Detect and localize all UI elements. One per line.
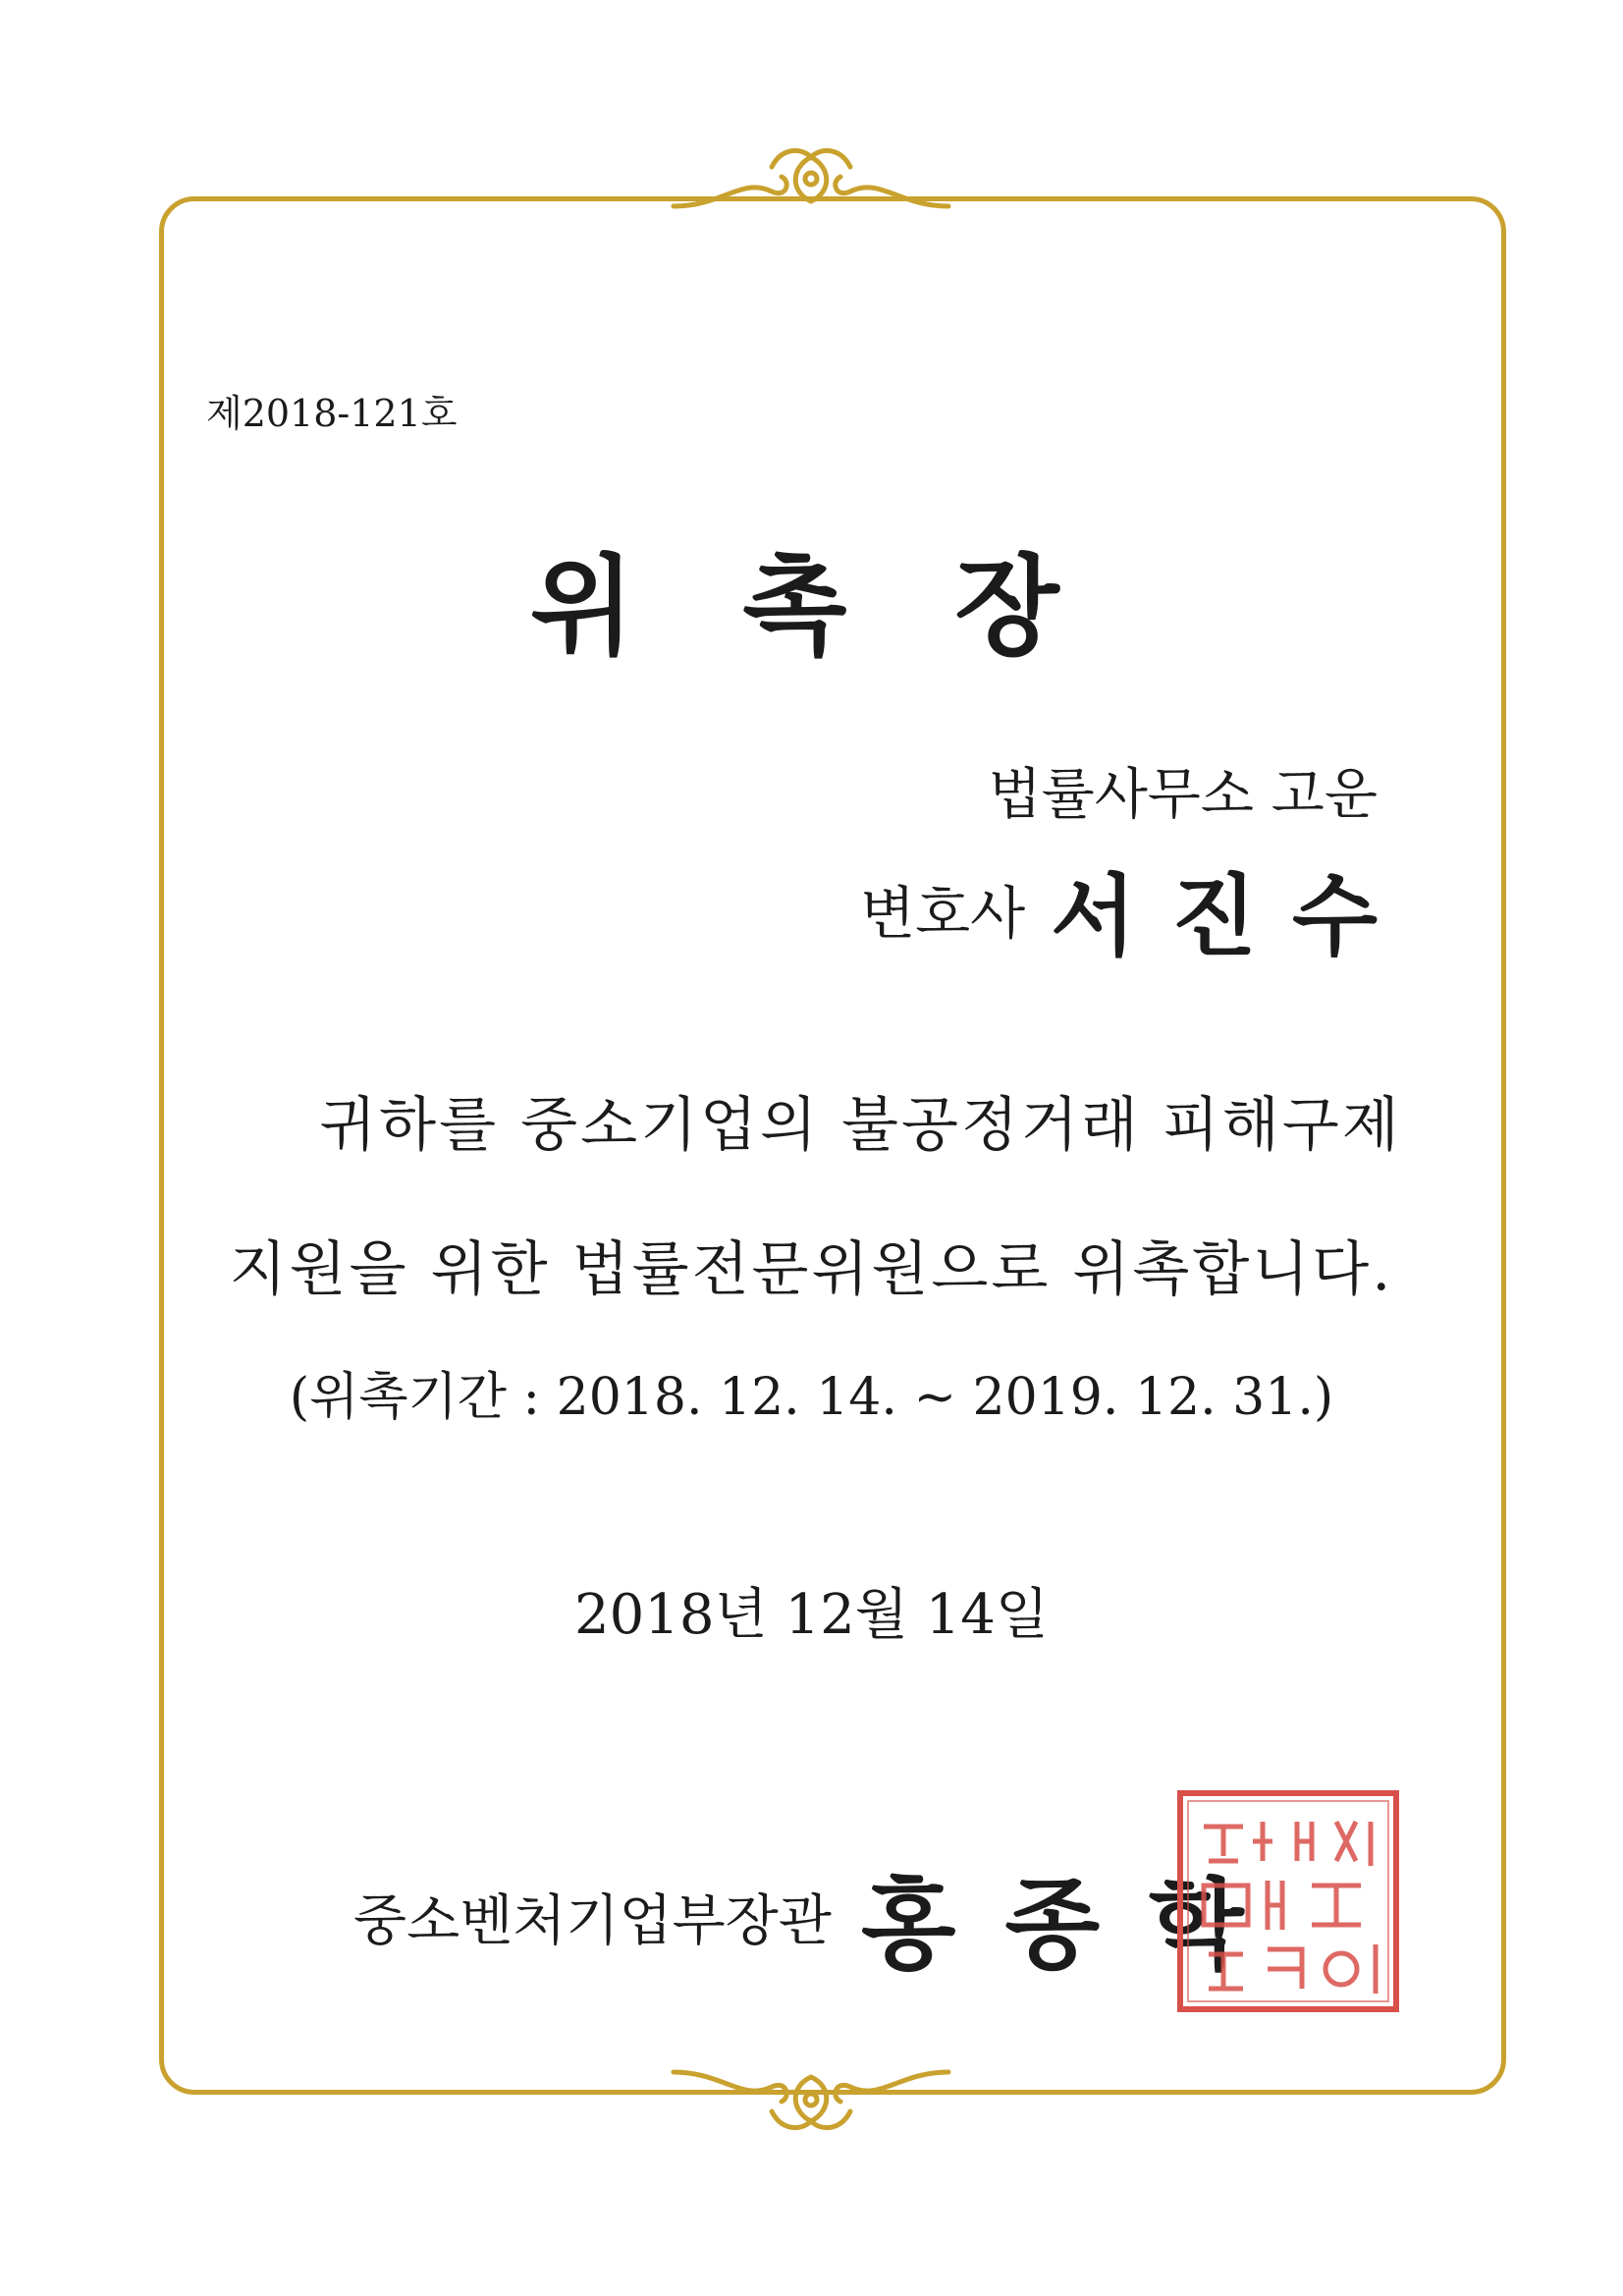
certificate-title: 위촉장 xyxy=(530,543,1167,670)
issuer-office: 중소벤처기업부장관 xyxy=(353,1889,832,1953)
recipient-role: 변호사 xyxy=(860,880,1026,947)
top-ornament xyxy=(664,137,958,226)
official-seal xyxy=(1174,1787,1402,2015)
recipient xyxy=(860,845,1413,972)
bottom-ornament xyxy=(664,2052,958,2141)
appointment-period: (위촉기간 : 2018. 12. 14. ~ 2019. 12. 31.) xyxy=(289,1368,1334,1427)
recipient-name: 서진수 xyxy=(1051,864,1413,968)
body-text-line-2: 지원을 위한 법률전문위원으로 위촉합니다. xyxy=(229,1235,1394,1304)
issuer-name: 홍종학 xyxy=(860,1867,1293,1983)
body-text-line-1: 귀하를 중소기업의 불공정거래 피해구제 xyxy=(319,1091,1402,1160)
issuer xyxy=(353,1846,1293,1988)
issue-date: 2018년 12월 14일 xyxy=(574,1583,1049,1647)
certificate-number: 제2018-121호 xyxy=(206,392,458,435)
recipient-organization: 법률사무소 고운 xyxy=(988,763,1378,827)
